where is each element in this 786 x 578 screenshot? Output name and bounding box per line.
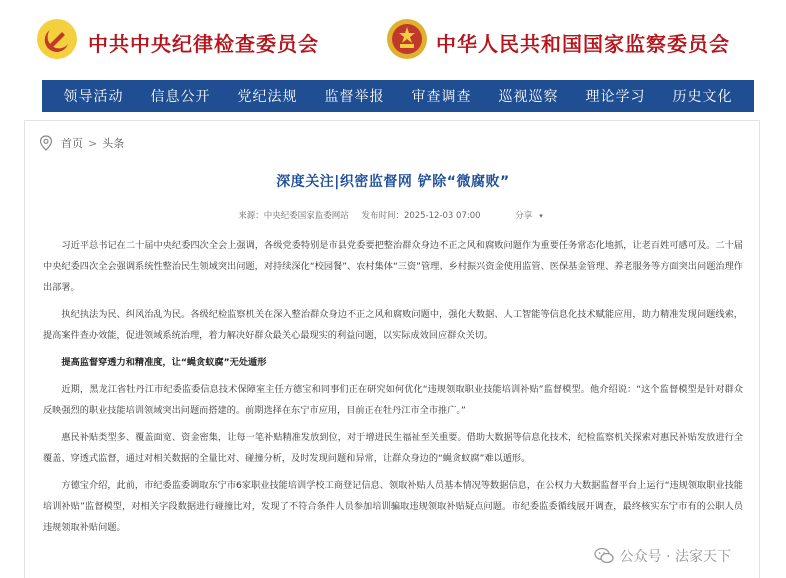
article-paragraph: 近期，黑龙江省牡丹江市纪委监委信息技术保障室主任方德宝和同事们正在研究如何优化“违规领取职业技能培训补贴”监督模型。他介绍说：“这个监督模型是针对群众反映强烈的职业技能培训领域突出问题而搭建的。前期选择在东宁市应用，目前正在牡丹江市全市推广。”	[43, 384, 743, 416]
article-body	[43, 235, 743, 544]
article-title: 深度关注|织密监督网 铲除“微腐败”	[276, 174, 510, 190]
wechat-watermark	[590, 544, 735, 568]
article-paragraph: 惠民补贴类型多、覆盖面宽、资金密集，让每一笔补贴精准发放到位，对于增进民生福祉至关重要。借助大数据等信息化技术，纪检监察机关探索对惠民补贴发放进行全覆盖、穿透式监督，通过对相关数据的全量比对、碰撞分析，及时发现问题和异常，让群众身边的“蝇贪蚁腐”难以遁形。	[43, 432, 743, 464]
breadcrumb	[39, 135, 124, 151]
article-subheading: 提高监督穿透力和精准度，让“蝇贪蚁腐”无处遁形	[61, 357, 267, 368]
article-meta	[25, 209, 761, 221]
wechat-icon	[594, 547, 614, 565]
share-button[interactable]	[510, 211, 548, 221]
nav-item-regulations[interactable]: 党纪法规	[237, 89, 298, 105]
breadcrumb-separator: >	[88, 136, 98, 150]
location-pin-icon	[39, 135, 53, 151]
nav-item-info-disclosure[interactable]: 信息公开	[150, 89, 211, 105]
watermark-text: 公众号 · 法家天下	[619, 549, 731, 565]
nsc-title: 中华人民共和国国家监察委员会	[436, 32, 730, 56]
nav-item-history[interactable]: 历史文化	[672, 89, 733, 105]
article-paragraph: 执纪执法为民、纠风治乱为民。各级纪检监察机关在深入整治群众身边不正之风和腐败问题中，强化大数据、人工智能等信息化技术赋能应用，助力精准发现问题线索，提高案件查办效能，促进领域系统治理，着力解决好群众最关心最现实的利益问题，以实际成效回应群众关切。	[43, 309, 743, 341]
chevron-down-icon: ▾	[539, 212, 543, 220]
breadcrumb-current: 头条	[102, 137, 125, 150]
nav-item-inspection[interactable]: 巡视巡察	[498, 89, 559, 105]
article-card	[24, 120, 760, 578]
nav-item-report[interactable]: 监督举报	[324, 89, 385, 105]
article-paragraph: 习近平总书记在二十届中央纪委四次全会上强调，各级党委特别是市县党委要把整治群众身边不正之风和腐败问题作为重要任务常态化地抓，让老百姓可感可及。二十届中央纪委四次全会强调系统性整治民生领域突出问题，对持续深化“校园餐”、农村集体“三资”管理、乡村振兴资金使用监管、医保基金管理、养老服务等方面突出问题治理作出部署。	[43, 240, 743, 293]
party-emblem-icon	[36, 18, 78, 60]
nav-item-investigation[interactable]: 审查调查	[411, 89, 472, 105]
article-publish-time: 发布时间：2025-12-03 07:00	[361, 211, 481, 221]
ccdi-title: 中共中央纪律检查委员会	[88, 32, 319, 56]
site-header	[0, 0, 786, 80]
nav-item-leadership[interactable]: 领导活动	[63, 89, 124, 105]
main-nav	[42, 80, 754, 112]
national-emblem-icon	[386, 18, 428, 60]
article-source: 来源：中央纪委国家监委网站	[238, 211, 349, 221]
article-paragraph: 方德宝介绍，此前，市纪委监委调取东宁市6家职业技能培训学校工商登记信息、领取补贴人员基本情况等数据信息，在公权力大数据监督平台上运行“违规领取职业技能培训补贴”监督模型，对相关字段数据进行碰撞比对，发现了不符合条件人员参加培训骗取违规领取补贴疑点问题。市纪委监委循线展开调查，最终核实东宁市有的公职人员违规领取补贴问题。	[43, 480, 743, 533]
nav-item-theory[interactable]: 理论学习	[585, 89, 646, 105]
share-label: 分享	[515, 211, 533, 221]
breadcrumb-home[interactable]: 首页	[61, 137, 83, 150]
